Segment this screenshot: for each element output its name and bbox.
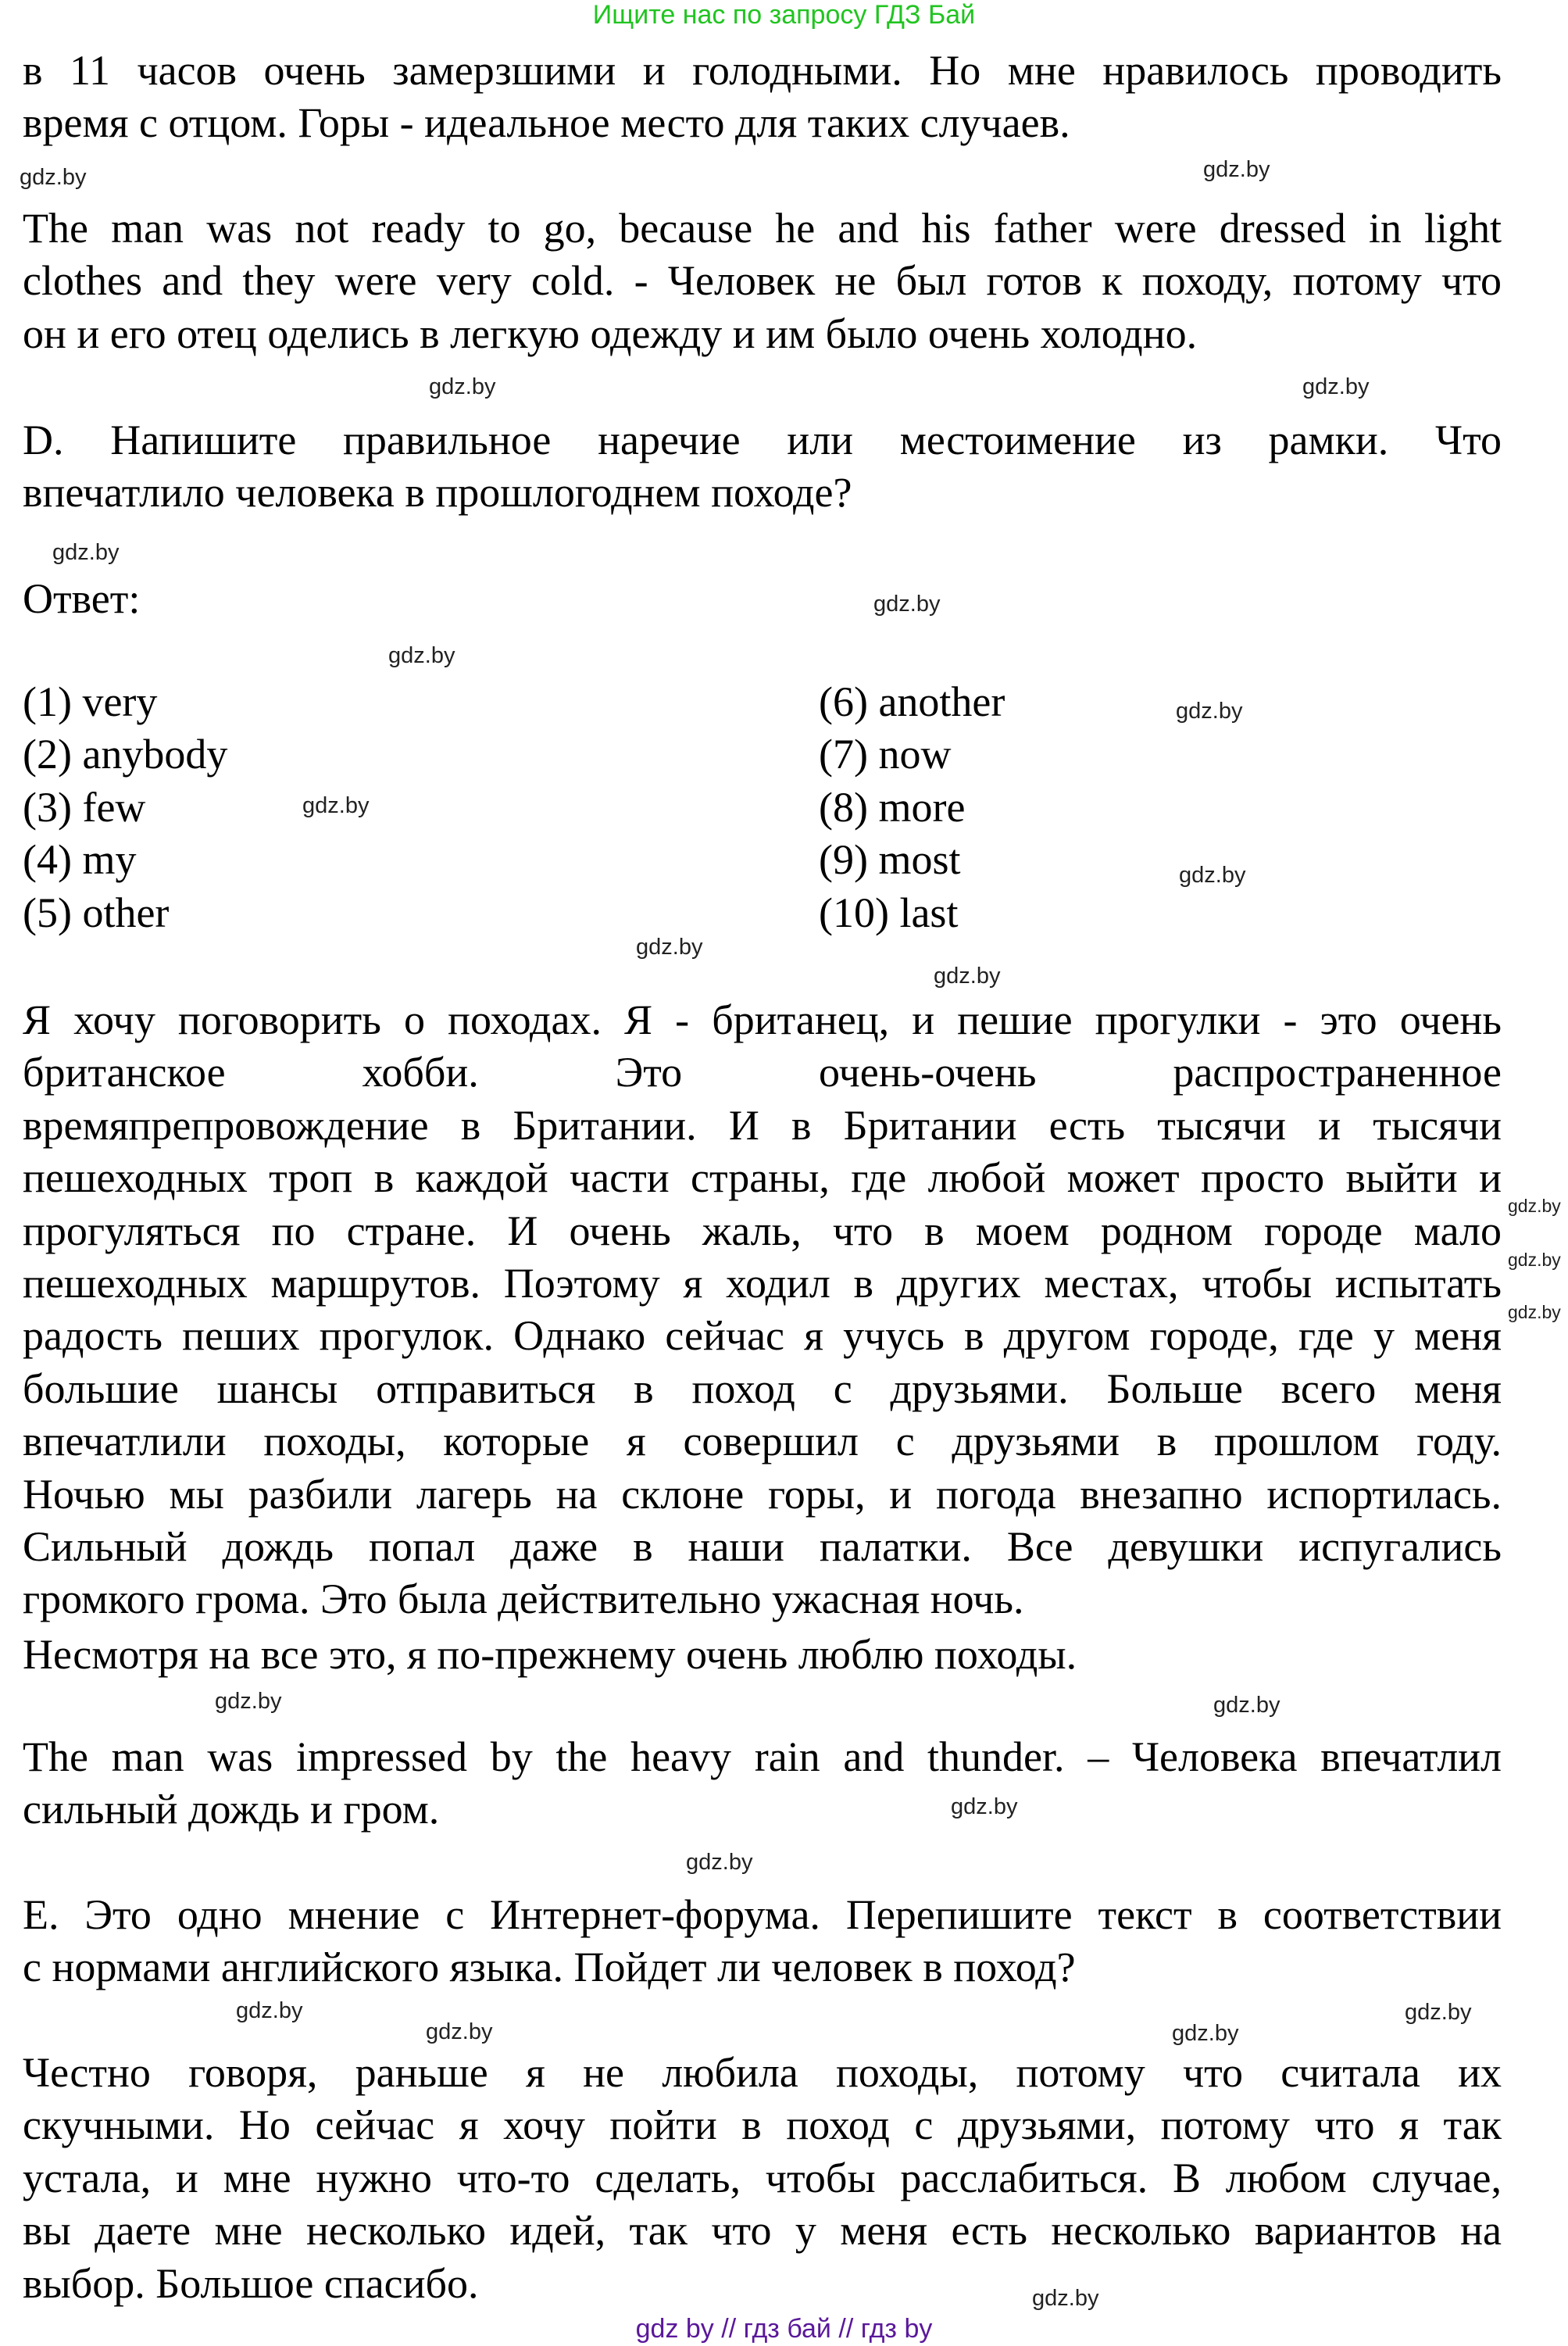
text-line: британское хобби. Это очень-очень распространенное bbox=[23, 1049, 1502, 1096]
text-line: с нормами английского языка. Пойдет ли человек в поход? bbox=[23, 1944, 1076, 1991]
paragraph-story-end bbox=[23, 45, 1502, 150]
text-line: он и его отец оделись в легкую одежду и им было очень холодно. bbox=[23, 309, 1198, 357]
watermark: gdz.by bbox=[1508, 1250, 1561, 1270]
watermark: gdz.by bbox=[236, 1998, 303, 2023]
watermark: gdz.by bbox=[636, 935, 703, 960]
task-e-heading bbox=[23, 1889, 1502, 1994]
text-line: Несмотря на все это, я по-прежнему очень люблю походы. bbox=[23, 1631, 1077, 1678]
text-line: времяпрепровождение в Британии. И в Британии есть тысячи и тысячи bbox=[23, 1101, 1502, 1149]
text-line: Честно говоря, раньше я не любила походы, потому что считала их bbox=[23, 2049, 1502, 2096]
watermark: gdz.by bbox=[873, 592, 941, 617]
text-line: впечатлило человека в прошлогоднем походе? bbox=[23, 469, 852, 517]
answer-item: (6) another bbox=[819, 678, 1005, 725]
answer-item: (10) last bbox=[819, 889, 959, 936]
answer-item: (8) more bbox=[819, 783, 966, 831]
answer-list-right bbox=[819, 676, 1005, 939]
watermark: gdz.by bbox=[1172, 2021, 1239, 2046]
paragraph-answer-c bbox=[23, 202, 1502, 360]
text-line: Ответ: bbox=[23, 575, 141, 622]
text-line: большие шансы отправиться в поход с друзьями. Больше всего меня bbox=[23, 1364, 1502, 1412]
paragraph-answer-d bbox=[23, 1731, 1502, 1836]
answer-item: (3) few bbox=[23, 783, 146, 831]
paragraph-hiking-text bbox=[23, 994, 1502, 1626]
text-line: clothes and they were very cold. - Человек не был готов к походу, потому что bbox=[23, 257, 1502, 305]
answer-item: (5) other bbox=[23, 889, 170, 936]
watermark: gdz.by bbox=[215, 1689, 282, 1714]
answer-list-left bbox=[23, 676, 227, 939]
text-line: устала, и мне нужно что-то сделать, чтобы расслабиться. В любом случае, bbox=[23, 2154, 1502, 2201]
site-footer-links: gdz by // гдз бай // гдз by bbox=[635, 2314, 933, 2344]
watermark: gdz.by bbox=[1176, 699, 1243, 724]
text-line: D. Напишите правильное наречие или местоимение из рамки. Что bbox=[23, 417, 1502, 463]
task-d-heading bbox=[23, 414, 1502, 520]
text-line: время с отцом. Горы - идеальное место для таких случаев. bbox=[23, 99, 1070, 147]
answer-item: (1) very bbox=[23, 678, 158, 725]
watermark: gdz.by bbox=[934, 964, 1001, 989]
site-header-banner: Ищите нас по запросу ГДЗ Бай bbox=[592, 0, 976, 30]
text-line: впечатлили походы, которые я совершил с друзьями в прошлом году. bbox=[23, 1418, 1502, 1465]
answer-item: (7) now bbox=[819, 731, 952, 778]
text-line: радость пеших прогулок. Однако сейчас я учусь в другом городе, где у меня bbox=[23, 1312, 1502, 1360]
answer-item: (4) my bbox=[23, 836, 137, 884]
watermark: gdz.by bbox=[1032, 2286, 1099, 2311]
text-line: The man was impressed by the heavy rain and thunder. – Человека впечатлил bbox=[23, 1733, 1502, 1780]
paragraph-forum-text bbox=[23, 2047, 1502, 2310]
text-line: пешеходных маршрутов. Поэтому я ходил в других местах, чтобы испытать bbox=[23, 1259, 1502, 1307]
text-line: Я хочу поговорить о походах. Я - британец, и пешие прогулки - это очень bbox=[23, 996, 1502, 1043]
watermark: gdz.by bbox=[951, 1794, 1018, 1819]
watermark: gdz.by bbox=[429, 374, 496, 399]
watermark: gdz.by bbox=[1405, 2000, 1472, 2025]
text-line: сильный дождь и гром. bbox=[23, 1786, 440, 1833]
watermark: gdz.by bbox=[388, 643, 455, 668]
text-line: пешеходных троп в каждой части страны, где любой может просто выйти и bbox=[23, 1154, 1502, 1202]
answer-item: (2) anybody bbox=[23, 731, 228, 778]
watermark: gdz.by bbox=[1213, 1693, 1280, 1718]
text-line: The man was not ready to go, because he and his father were dressed in light bbox=[23, 205, 1502, 252]
text-line: Сильный дождь попал даже в наши палатки. Все девушки испугались bbox=[23, 1522, 1502, 1570]
text-line: Ночью мы разбили лагерь на склоне горы, и погода внезапно испортилась. bbox=[23, 1470, 1502, 1518]
answer-item: (9) most bbox=[819, 836, 961, 884]
watermark: gdz.by bbox=[302, 793, 370, 818]
watermark: gdz.by bbox=[1508, 1196, 1561, 1216]
answer-label bbox=[23, 573, 140, 625]
text-line: E. Это одно мнение с Интернет-форума. Перепишите текст в соответствии bbox=[23, 1891, 1502, 1938]
watermark: gdz.by bbox=[1203, 157, 1270, 182]
watermark: gdz.by bbox=[1179, 863, 1246, 888]
watermark: gdz.by bbox=[426, 2019, 493, 2044]
paragraph-hiking-text-end bbox=[23, 1629, 1502, 1681]
text-line: в 11 часов очень замерзшими и голодными. Но мне нравилось проводить bbox=[23, 47, 1502, 94]
text-line: скучными. Но сейчас я хочу пойти в поход с друзьями, потому что я так bbox=[23, 2101, 1502, 2149]
text-line: прогуляться по стране. И очень жаль, что в моем родном городе мало bbox=[23, 1207, 1502, 1254]
watermark: gdz.by bbox=[1508, 1302, 1561, 1322]
watermark: gdz.by bbox=[686, 1850, 753, 1875]
text-line: вы даете мне несколько идей, так что у меня есть несколько вариантов на bbox=[23, 2207, 1502, 2255]
watermark: gdz.by bbox=[20, 165, 87, 190]
watermark: gdz.by bbox=[1302, 374, 1370, 399]
text-line: громкого грома. Это была действительно ужасная ночь. bbox=[23, 1575, 1024, 1623]
text-line: выбор. Большое спасибо. bbox=[23, 2259, 479, 2307]
watermark: gdz.by bbox=[52, 540, 120, 565]
